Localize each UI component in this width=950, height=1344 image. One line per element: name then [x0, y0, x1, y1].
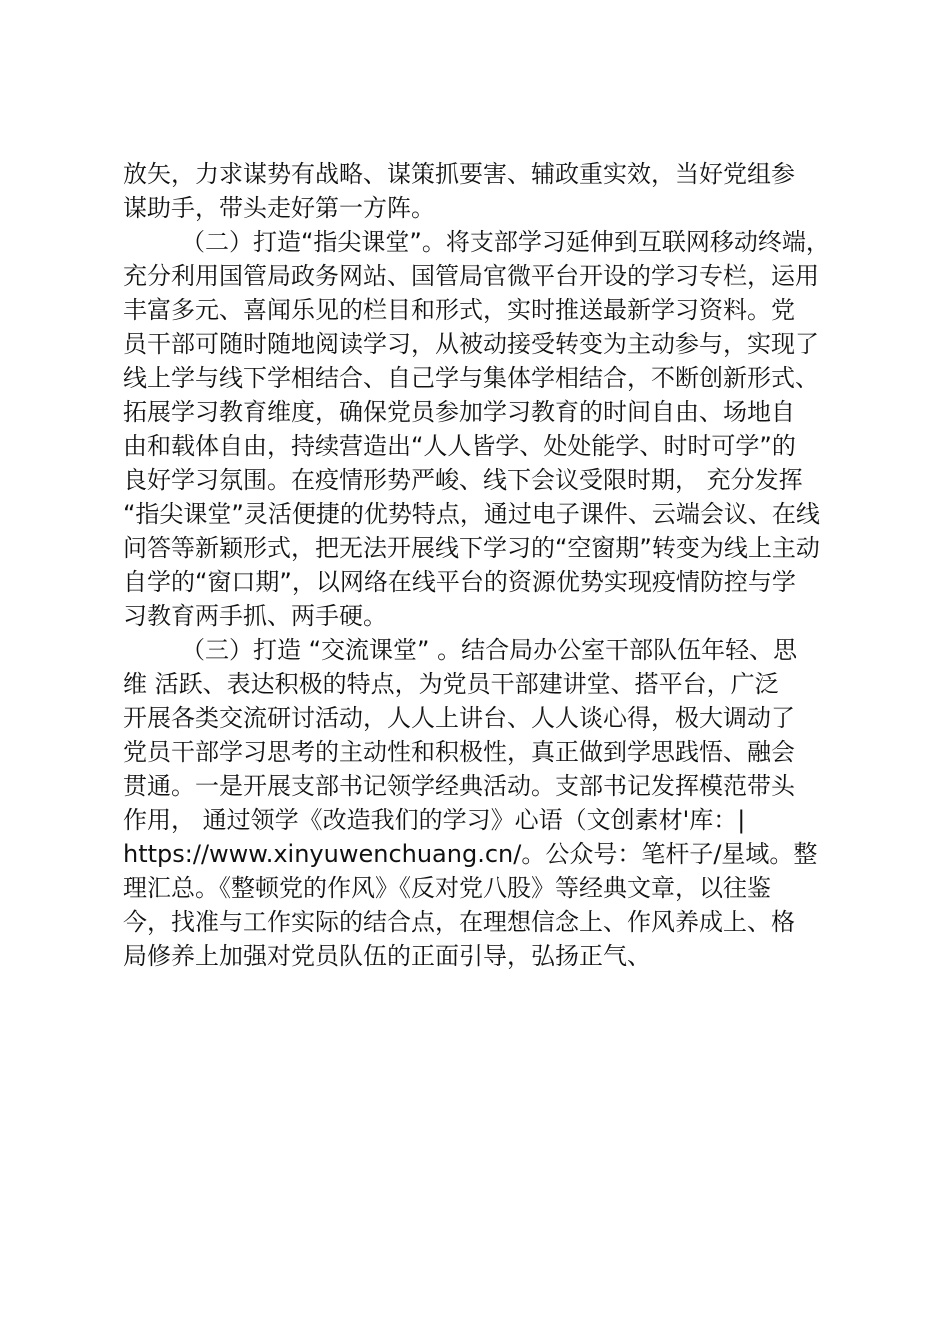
text-line: 今，找准与工作实际的结合点，在理想信念上、作风养成上、格 — [123, 908, 795, 936]
text-line: 线上学与线下学相结合、自己学与集体学相结合，不断创新形式、 — [123, 364, 819, 392]
text-line: 理汇总。《整顿党的作风》《反对党八股》等经典文章，以往鉴 — [123, 874, 771, 902]
text-line: 由和载体自由，持续营造出“人人皆学、处处能学、时时可学”的 — [123, 432, 796, 460]
text-line: 习教育两手抓、两手硬。 — [123, 602, 387, 630]
text-line: 维 活跃、表达积极的特点，为党员干部建讲堂、搭平台，广泛 — [123, 670, 779, 698]
text-line: 贯通。一是开展支部书记领学经典活动。支部书记发挥模范带头 — [123, 772, 795, 800]
text-line: 良好学习氛围。在疫情形势严峻、线下会议受限时期， 充分发挥 — [123, 466, 803, 494]
text-line: 党员干部学习思考的主动性和积极性，真正做到学思践悟、融会 — [123, 738, 795, 766]
document-body — [123, 157, 847, 973]
text-line: 问答等新颖形式，把无法开展线下学习的“空窗期”转变为线上主动 — [123, 534, 820, 562]
paragraph-heading-3: （三）打造 “交流课堂” 。结合局办公室干部队伍年轻、思 — [181, 636, 798, 664]
text-line: 开展各类交流研讨活动，人人上讲台、人人谈心得，极大调动了 — [123, 704, 795, 732]
paragraph-heading-2: （二）打造“指尖课堂”。将支部学习延伸到互联网移动终端， — [181, 228, 830, 256]
text-line: 丰富多元、喜闻乐见的栏目和形式，实时推送最新学习资料。党 — [123, 296, 795, 324]
text-line: 作用， 通过领学《改造我们的学习》心语（文创素材'库：| — [123, 806, 746, 834]
text-line: 自学的“窗口期”，以网络在线平台的资源优势实现疫情防控与学 — [123, 568, 796, 596]
text-line: 局修养上加强对党员队伍的正面引导，弘扬正气、 — [123, 942, 651, 970]
text-line: 拓展学习教育维度，确保党员参加学习教育的时间自由、场地自 — [123, 398, 795, 426]
text-line: 放矢，力求谋势有战略、谋策抓要害、辅政重实效，当好党组参 — [123, 160, 795, 188]
text-line: 充分利用国管局政务网站、国管局官微平台开设的学习专栏，运用 — [123, 262, 819, 290]
text-line: “指尖课堂”灵活便捷的优势特点，通过电子课件、云端会议、在线 — [123, 500, 820, 528]
text-line: 员干部可随时随地阅读学习，从被动接受转变为主动参与，实现了 — [123, 330, 819, 358]
text-line: 谋助手，带头走好第一方阵。 — [123, 194, 435, 222]
url-text-line: https://www.xinyuwenchuang.cn/。公众号：笔杆子/星域。整 — [123, 840, 818, 868]
